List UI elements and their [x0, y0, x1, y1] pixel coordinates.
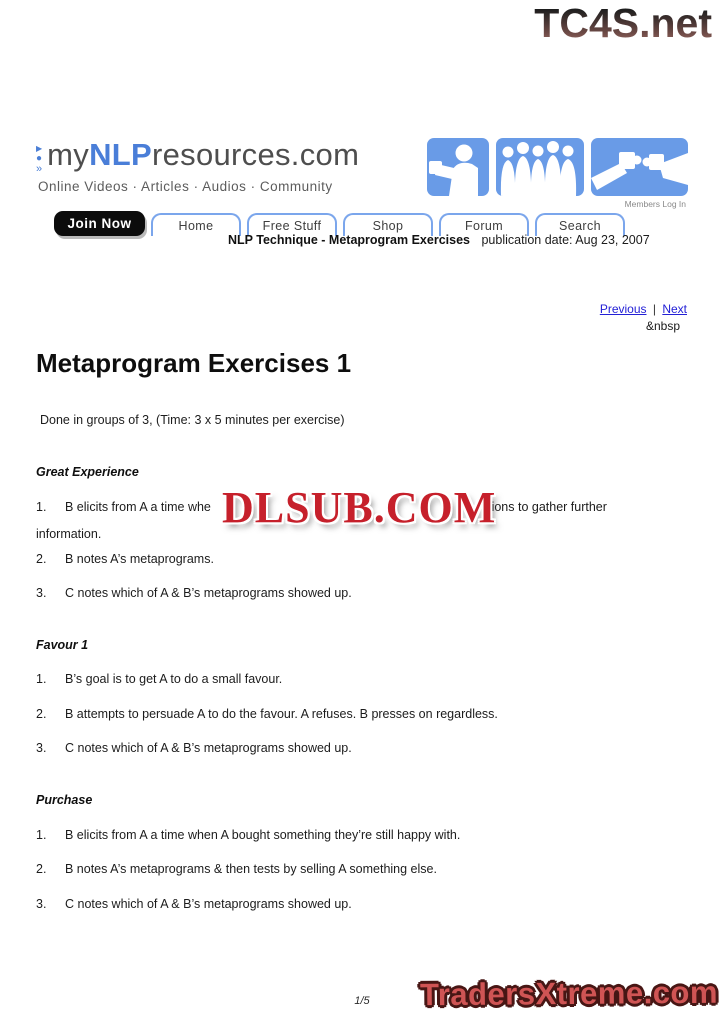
- tc4s-watermark: TC4S.net: [534, 0, 712, 46]
- pager-separator: |: [652, 302, 656, 316]
- item-text: B notes A’s metaprograms & then tests by selling A something else.: [65, 862, 437, 876]
- item-text-fragment: estions to gather further: [474, 500, 607, 514]
- next-link[interactable]: Next: [662, 302, 687, 316]
- tradersxtreme-watermark: TradersXtreme.com: [419, 974, 719, 1013]
- logo-wordmark: myNLPresources.com: [47, 137, 360, 172]
- list-item: [36, 672, 282, 687]
- play-icon: ▶: [36, 144, 43, 153]
- item-text: C notes which of A & B’s metaprograms showed up.: [65, 586, 352, 600]
- list-item: [36, 828, 460, 843]
- item-text: C notes which of A & B’s metaprograms showed up.: [65, 741, 352, 755]
- logo-mark-icon: [36, 144, 42, 174]
- stray-nbsp-entity: &nbsp: [645, 319, 680, 333]
- tab-free-stuff[interactable]: Free Stuff: [247, 213, 337, 236]
- dlsub-watermark: DLSUB.COM: [222, 483, 497, 532]
- item-text: B notes A’s metaprograms.: [65, 552, 214, 566]
- item-text: C notes which of A & B’s metaprograms showed up.: [65, 897, 352, 911]
- previous-link[interactable]: Previous: [599, 302, 647, 316]
- list-item: [36, 586, 352, 601]
- item-number: 3.: [36, 897, 47, 911]
- item-text-fragment: B elicits from A a time whe: [65, 500, 211, 514]
- join-now-button[interactable]: Join Now: [54, 211, 145, 236]
- section-title-favour-1: Favour 1: [36, 638, 89, 652]
- article-title: NLP Technique - Metaprogram Exercises: [228, 233, 470, 247]
- list-item: [36, 741, 352, 756]
- site-tagline: Online Videos · Articles · Audios · Community: [38, 179, 333, 194]
- item-number: 2.: [36, 862, 47, 876]
- item-text: B attempts to persuade A to do the favour. A refuses. B presses on regardless.: [65, 707, 498, 721]
- publication-date: publication date: Aug 23, 2007: [481, 233, 650, 247]
- page-title: Metaprogram Exercises 1: [36, 348, 352, 378]
- page-indicator: 1/5: [354, 995, 370, 1007]
- list-item: [36, 707, 498, 722]
- section-title-purchase: Purchase: [36, 793, 93, 807]
- intro-text: Done in groups of 3, (Time: 3 x 5 minutes per exercise): [40, 413, 345, 427]
- pager: [600, 302, 687, 316]
- chevrons-icon: »: [36, 163, 41, 175]
- tab-forum[interactable]: Forum: [439, 213, 529, 236]
- header-banner-tiles: [427, 138, 688, 196]
- article-title-bar: [228, 233, 650, 247]
- item-number: 2.: [36, 707, 47, 721]
- item-number: 2.: [36, 552, 47, 566]
- tab-search[interactable]: Search: [535, 213, 625, 236]
- site-logo: [36, 139, 359, 174]
- section-title-great-experience: Great Experience: [36, 465, 139, 479]
- item-text-wrap: information.: [36, 527, 102, 541]
- community-tile-icon: [496, 138, 584, 196]
- item-number: 3.: [36, 741, 47, 755]
- item-text: B’s goal is to get A to do a small favour.: [65, 672, 283, 686]
- puzzle-tile-icon: [591, 138, 688, 196]
- item-number: 1.: [36, 672, 47, 686]
- tab-home[interactable]: Home: [151, 213, 241, 236]
- members-login-link[interactable]: Members Log In: [624, 199, 686, 209]
- item-text: B elicits from A a time when A bought something they’re still happy with.: [65, 828, 461, 842]
- site-header: [36, 137, 688, 215]
- list-item: [36, 897, 352, 912]
- tab-shop[interactable]: Shop: [343, 213, 433, 236]
- photographer-tile-icon: [427, 138, 489, 196]
- list-item: [36, 552, 214, 567]
- list-item: [36, 862, 437, 877]
- item-number: 3.: [36, 586, 47, 600]
- item-number: 1.: [36, 500, 47, 514]
- logo-accent: NLP: [89, 137, 152, 172]
- dot-icon: ●: [36, 153, 43, 164]
- item-number: 1.: [36, 828, 47, 842]
